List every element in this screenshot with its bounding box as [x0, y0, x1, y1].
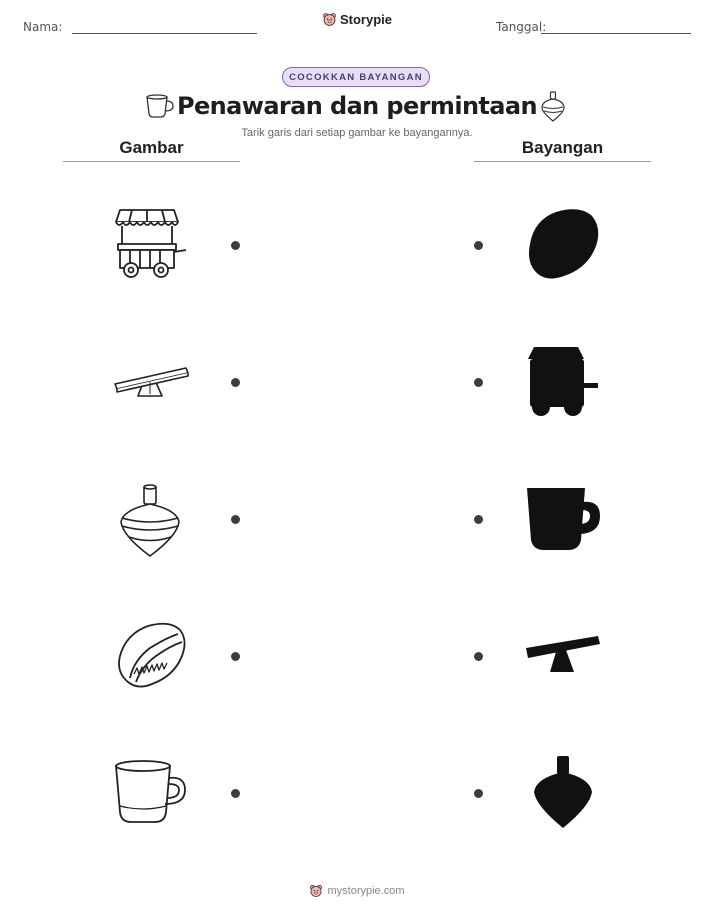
- right-match-dot-1[interactable]: [474, 241, 483, 250]
- seesaw-picture: [110, 358, 192, 406]
- market-cart-picture: [112, 206, 190, 284]
- name-label: Nama:: [23, 20, 63, 34]
- left-match-dot-3[interactable]: [231, 515, 240, 524]
- brand-logo: [0, 12, 714, 32]
- pictures-column-heading: Gambar: [119, 138, 184, 157]
- date-label: Tanggal:: [496, 20, 547, 34]
- spinning-top-shadow: [532, 754, 594, 830]
- spinning-top-icon: [540, 90, 566, 124]
- instructions-text: Tarik garis dari setiap gambar ke bayangannya.: [241, 127, 473, 139]
- tea-cup-shadow: [524, 484, 602, 554]
- activity-badge: COCOKKAN BAYANGAN: [282, 67, 430, 87]
- right-heading-rule: [474, 161, 651, 162]
- name-field-line[interactable]: [72, 33, 257, 34]
- shadows-column-heading: Bayangan: [521, 138, 604, 157]
- footer-website[interactable]: mystorypie.com: [327, 885, 405, 897]
- brand-name: Storypie: [339, 12, 392, 27]
- right-match-dot-5[interactable]: [474, 789, 483, 798]
- tea-cup-picture: [111, 758, 191, 828]
- cowrie-shell-picture: [114, 620, 188, 692]
- left-heading-rule: [63, 161, 240, 162]
- left-match-dot-2[interactable]: [231, 378, 240, 387]
- left-match-dot-5[interactable]: [231, 789, 240, 798]
- left-match-dot-1[interactable]: [231, 241, 240, 250]
- right-match-dot-3[interactable]: [474, 515, 483, 524]
- page-title: Penawaran dan permintaan: [177, 92, 537, 120]
- footer: [0, 884, 714, 903]
- spinning-top-picture: [117, 482, 183, 560]
- cowrie-shell-shadow: [524, 206, 602, 282]
- seesaw-shadow: [522, 634, 602, 676]
- right-match-dot-4[interactable]: [474, 652, 483, 661]
- bear-logo-icon: [322, 12, 337, 27]
- market-cart-shadow: [524, 345, 600, 417]
- left-match-dot-4[interactable]: [231, 652, 240, 661]
- bear-logo-icon: [309, 884, 323, 898]
- right-match-dot-2[interactable]: [474, 378, 483, 387]
- date-field-line[interactable]: [541, 33, 691, 34]
